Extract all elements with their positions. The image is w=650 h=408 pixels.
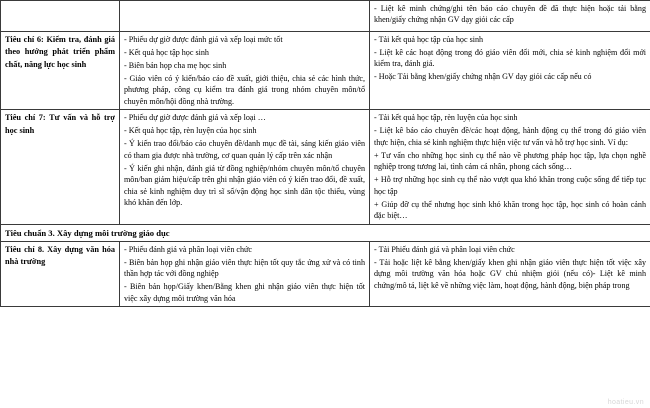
criterion-name-cell: [1, 1, 120, 32]
evidence-item: - Ý kiến ghi nhận, đánh giá từ đồng nghiệp/nhóm chuyên môn/tổ chuyên môn/ban giám hiệu/cấp trên ghi nhận giáo viên có ý kiến trao đổi, đề xuất, chia sẻ kinh nghiệm duy trì sĩ số/vận động học sinh dân tộc thiểu, vùng khó khăn đến lớp.: [124, 163, 365, 208]
criterion-8-name: Tiêu chí 8. Xây dựng văn hóa nhà trường: [1, 241, 120, 306]
evidence-item: - Biên bản họp/Giấy khen/Bằng khen ghi nhận giáo viên thực hiện tốt việc xây dựng môi trường văn hóa: [124, 282, 365, 303]
criterion-6-evidence-source: [120, 32, 370, 110]
evidence-item: - Liệt kê báo cáo chuyên đề/các hoạt động, hành động cụ thể trong đó giáo viên thực hiện, chia sẻ kinh nghiệm thực hiện việc tư vấn và hỗ trợ học sinh. Ví dụ:: [374, 126, 646, 147]
criterion-7-name: Tiêu chí 7: Tư vấn và hỗ trợ học sinh: [1, 110, 120, 224]
evidence-item: - Tải Phiếu đánh giá và phân loại viên chức: [374, 244, 515, 254]
criterion-8-evidence-upload: [370, 241, 650, 306]
evidence-item: - Hoặc Tải bằng khen/giấy chứng nhận GV dạy giỏi các cấp nếu có: [374, 72, 592, 82]
evidence-item: + Tư vấn cho những học sinh cụ thể nào về phương pháp học tập, lựa chọn nghề nghiệp trong tương lai, tình cảm cá nhân, phong cách sống…: [374, 150, 646, 172]
table-row: [1, 32, 650, 110]
evidence-upload-cell: [370, 1, 650, 32]
evidence-item: - Phiếu đánh giá và phân loại viên chức: [124, 244, 253, 254]
standard-3-row: [1, 224, 650, 241]
evidence-item: - Ý kiến trao đổi/báo cáo chuyên đề/danh mục đề tài, sáng kiến giáo viên có tham gia được nhà trường, cơ quan quản lý cấp trên xác nhận: [124, 139, 365, 160]
evidence-source-cell: [120, 1, 370, 32]
evidence-item: - Giáo viên có ý kiến/báo cáo đề xuất, giới thiệu, chia sẻ các hình thức, phương pháp, công cụ kiểm tra đánh giá trong nhóm chuyên môn/tổ chuyên môn/hội đồng nhà trường.: [124, 73, 365, 106]
evidence-item: + Giúp đỡ cụ thể nhưng học sinh khó khăn trong học tập, học sinh có hoàn cảnh đặc biệt…: [374, 199, 646, 221]
standard-3-title: Tiêu chuẩn 3. Xây dựng môi trường giáo dục: [1, 224, 650, 241]
evidence-item: - Liệt kê các hoạt động trong đó giáo viên đổi mới, chia sẻ kinh nghiệm đổi mới kiểm tra, đánh giá.: [374, 47, 646, 69]
evidence-item: - Liệt kê minh chứng/ghi tên báo cáo chuyên đề đã thực hiện hoặc tải bằng khen/giấy chứng nhận GV dạy giỏi các cấp: [374, 4, 646, 25]
criterion-7-evidence-source: [120, 110, 370, 224]
evidence-item: - Tải kết quả học tập, rèn luyện của học sinh: [374, 113, 518, 123]
evidence-item: + Hỗ trợ những học sinh cụ thể nào vượt qua khó khăn trong cuộc sống để tiếp tục học tập: [374, 175, 646, 196]
evidence-item: - Tải kết quả học tập của học sinh: [374, 35, 484, 44]
evidence-item: - Kết quả học tập học sinh: [124, 47, 209, 57]
criterion-8-evidence-source: [120, 241, 370, 306]
table-row: [1, 241, 650, 306]
table-row: [1, 110, 650, 224]
evidence-item: - Biên bản họp ghi nhận giáo viên thực hiện tốt quy tắc ứng xử và có tinh thần hợp tác với đồng nghiệp: [124, 257, 365, 279]
evidence-item: - Biên bản họp cha mẹ học sinh: [124, 60, 227, 70]
watermark: hoatieu.vn: [607, 399, 644, 406]
evidence-item: - Phiếu dự giờ được đánh giá và xếp loại mức tốt: [124, 35, 283, 44]
criterion-7-evidence-upload: [370, 110, 650, 224]
evidence-item: - Phiếu dự giờ được đánh giá và xếp loại …: [124, 113, 266, 123]
criterion-6-name: Tiêu chí 6: Kiểm tra, đánh giá theo hướng phát triển phẩm chất, năng lực học sinh: [1, 32, 120, 110]
criterion-6-evidence-upload: [370, 32, 650, 110]
evidence-item: - Tải hoặc liệt kê bằng khen/giấy khen ghi nhận giáo viên thực hiện tốt việc xây dựng môi trường văn hóa hoặc GV chủ nhiệm giỏi (nếu có)- Liệt kê minh chứng/mô tả, liệt kê về những việc làm, hoạt động, hành động, biện pháp trong: [374, 257, 646, 290]
evidence-item: - Kết quả học tập, rèn luyện của học sinh: [124, 126, 257, 136]
table-row: [1, 1, 650, 32]
